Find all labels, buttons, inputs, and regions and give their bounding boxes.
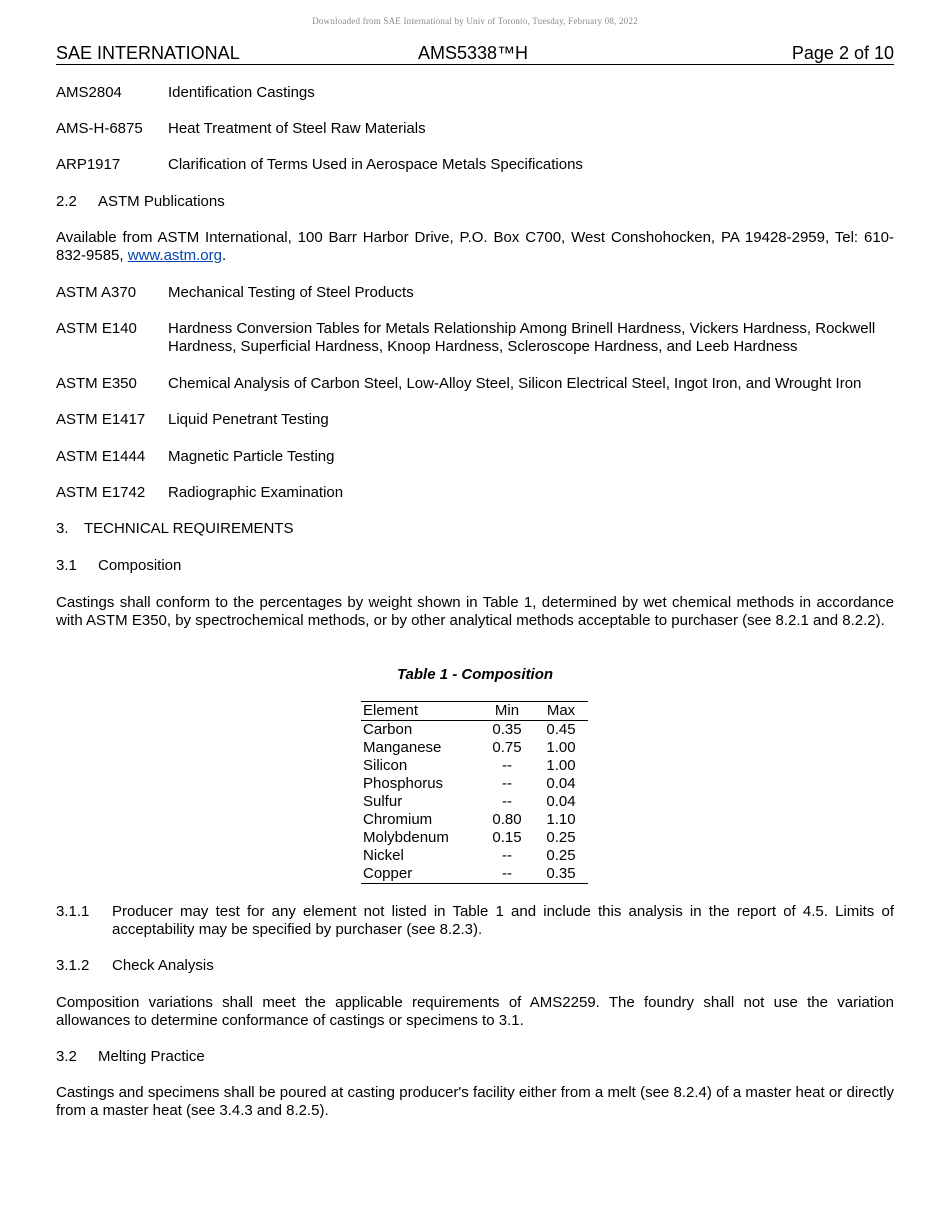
section-title: Composition (98, 557, 182, 574)
section-number: 3.1.1 (56, 903, 90, 920)
min-cell: -- (502, 775, 512, 792)
table-row (361, 847, 588, 865)
ref-item (56, 320, 894, 356)
ref-item (56, 284, 894, 302)
check-analysis-paragraph: Composition variations shall meet the applicable requirements of AMS2259. The foundry shall not use the variation allowances to determine conformance of castings or specimens to 3.1. (56, 994, 894, 1029)
element-cell: Copper (363, 865, 413, 882)
astm-availability-end: . (221, 247, 227, 264)
max-cell: 1.00 (546, 757, 576, 774)
element-cell: Sulfur (363, 793, 403, 810)
ref-title: Hardness Conversion Tables for Metals Relationship Among Brinell Hardness, Vickers Hardness, Rockwell Hardness, Superficial Hardness, Knoop Hardness, Scleroscope Hardness, and Leeb Hardness (168, 320, 876, 355)
section-3-1-1 (56, 903, 894, 939)
element-cell: Molybdenum (363, 829, 449, 846)
table-row (361, 793, 588, 811)
ref-title: Magnetic Particle Testing (168, 448, 335, 465)
ref-code: ASTM E350 (56, 375, 137, 392)
section-heading-2-2 (56, 193, 225, 211)
page-header (56, 43, 894, 65)
min-cell: 0.15 (492, 829, 522, 846)
section-heading-3-2 (56, 1048, 205, 1066)
table-row (361, 775, 588, 793)
element-cell: Silicon (363, 757, 408, 774)
ref-item (56, 484, 894, 502)
ref-code: ASTM E1742 (56, 484, 146, 501)
melting-practice-paragraph: Castings and specimens shall be poured at casting producer's facility either from a melt (see 8.2.4) of a master heat or directly from a master heat (see 3.4.3 and 8.2.5). (56, 1084, 894, 1119)
max-cell: 0.35 (546, 865, 576, 882)
composition-paragraph: Castings shall conform to the percentages by weight shown in Table 1, determined by wet chemical methods in accordance with ASTM E350, by spectrochemical methods, or by other analytical methods acceptable to purchaser (see 8.2.1 and 8.2.2). (56, 594, 894, 629)
section-number: 3.2 (56, 1048, 77, 1065)
min-cell: 0.75 (492, 739, 522, 756)
element-cell: Nickel (363, 847, 404, 864)
column-header: Element (361, 702, 480, 721)
ref-code: ASTM A370 (56, 284, 137, 301)
ref-title: Mechanical Testing of Steel Products (168, 284, 414, 301)
download-notice: Downloaded from SAE International by Univ of Toronto, Tuesday, February 08, 2022 (312, 16, 638, 26)
ref-item (56, 156, 894, 174)
astm-availability-text: Available from ASTM International, 100 Barr Harbor Drive, P.O. Box C700, West Conshohocken, PA 19428-2959, Tel: 610-832-9585, (56, 229, 894, 264)
ref-title: Clarification of Terms Used in Aerospace Metals Specifications (168, 156, 583, 173)
section-text: Producer may test for any element not listed in Table 1 and include this analysis in the report of 4.5. Limits of acceptability may be specified by purchaser (see 8.2.3). (112, 903, 894, 938)
max-cell: 0.45 (546, 721, 576, 738)
section-title: ASTM Publications (98, 193, 225, 210)
ref-code: ARP1917 (56, 156, 121, 173)
ref-item (56, 120, 894, 138)
element-cell: Carbon (363, 721, 413, 738)
ref-code: AMS-H-6875 (56, 120, 143, 137)
max-cell: 1.10 (546, 811, 576, 828)
astm-link[interactable]: www.astm.org (127, 247, 222, 264)
ref-title: Chemical Analysis of Carbon Steel, Low-Alloy Steel, Silicon Electrical Steel, Ingot Iron, and Wrought Iron (168, 375, 862, 392)
ref-code: AMS2804 (56, 84, 122, 101)
table-row (361, 739, 588, 757)
element-cell: Phosphorus (363, 775, 444, 792)
header-org: SAE INTERNATIONAL (56, 43, 240, 63)
element-cell: Chromium (363, 811, 433, 828)
astm-availability (56, 229, 894, 265)
table-header-row (361, 702, 588, 721)
ref-item (56, 84, 894, 102)
ref-item (56, 411, 894, 429)
section-number: 3.1.2 (56, 957, 90, 974)
section-number: 2.2 (56, 193, 77, 210)
column-header: Min (480, 702, 534, 721)
ref-title: Radiographic Examination (168, 484, 344, 501)
composition-table (361, 701, 588, 884)
header-doc-number: AMS5338™H (418, 43, 529, 63)
section-number: 3. (56, 520, 69, 537)
ref-code: ASTM E1417 (56, 411, 146, 428)
header-page-number: Page 2 of 10 (791, 43, 894, 63)
min-cell: -- (502, 793, 512, 810)
max-cell: 1.00 (546, 739, 576, 756)
section-title: TECHNICAL REQUIREMENTS (84, 520, 294, 537)
section-title: Melting Practice (98, 1048, 205, 1065)
table-row (361, 757, 588, 775)
ref-item (56, 448, 894, 466)
column-header: Max (534, 702, 588, 721)
min-cell: -- (502, 865, 512, 882)
section-heading-3-1 (56, 557, 181, 575)
max-cell: 0.04 (546, 775, 576, 792)
table-title: Table 1 - Composition (396, 666, 554, 683)
element-cell: Manganese (363, 739, 442, 756)
min-cell: 0.80 (492, 811, 522, 828)
max-cell: 0.25 (546, 829, 576, 846)
section-heading-3-1-2 (56, 957, 894, 975)
section-number: 3.1 (56, 557, 77, 574)
min-cell: -- (502, 757, 512, 774)
ref-title: Heat Treatment of Steel Raw Materials (168, 120, 426, 137)
ref-title: Liquid Penetrant Testing (168, 411, 329, 428)
section-heading-3 (56, 520, 293, 538)
ref-title: Identification Castings (168, 84, 315, 101)
min-cell: 0.35 (492, 721, 522, 738)
table-row (361, 811, 588, 829)
max-cell: 0.04 (546, 793, 576, 810)
min-cell: -- (502, 847, 512, 864)
table-row (361, 721, 588, 740)
section-title: Check Analysis (112, 957, 214, 974)
table-row (361, 865, 588, 884)
ref-code: ASTM E1444 (56, 448, 146, 465)
ref-item (56, 375, 894, 393)
table-row (361, 829, 588, 847)
max-cell: 0.25 (546, 847, 576, 864)
ref-code: ASTM E140 (56, 320, 137, 337)
